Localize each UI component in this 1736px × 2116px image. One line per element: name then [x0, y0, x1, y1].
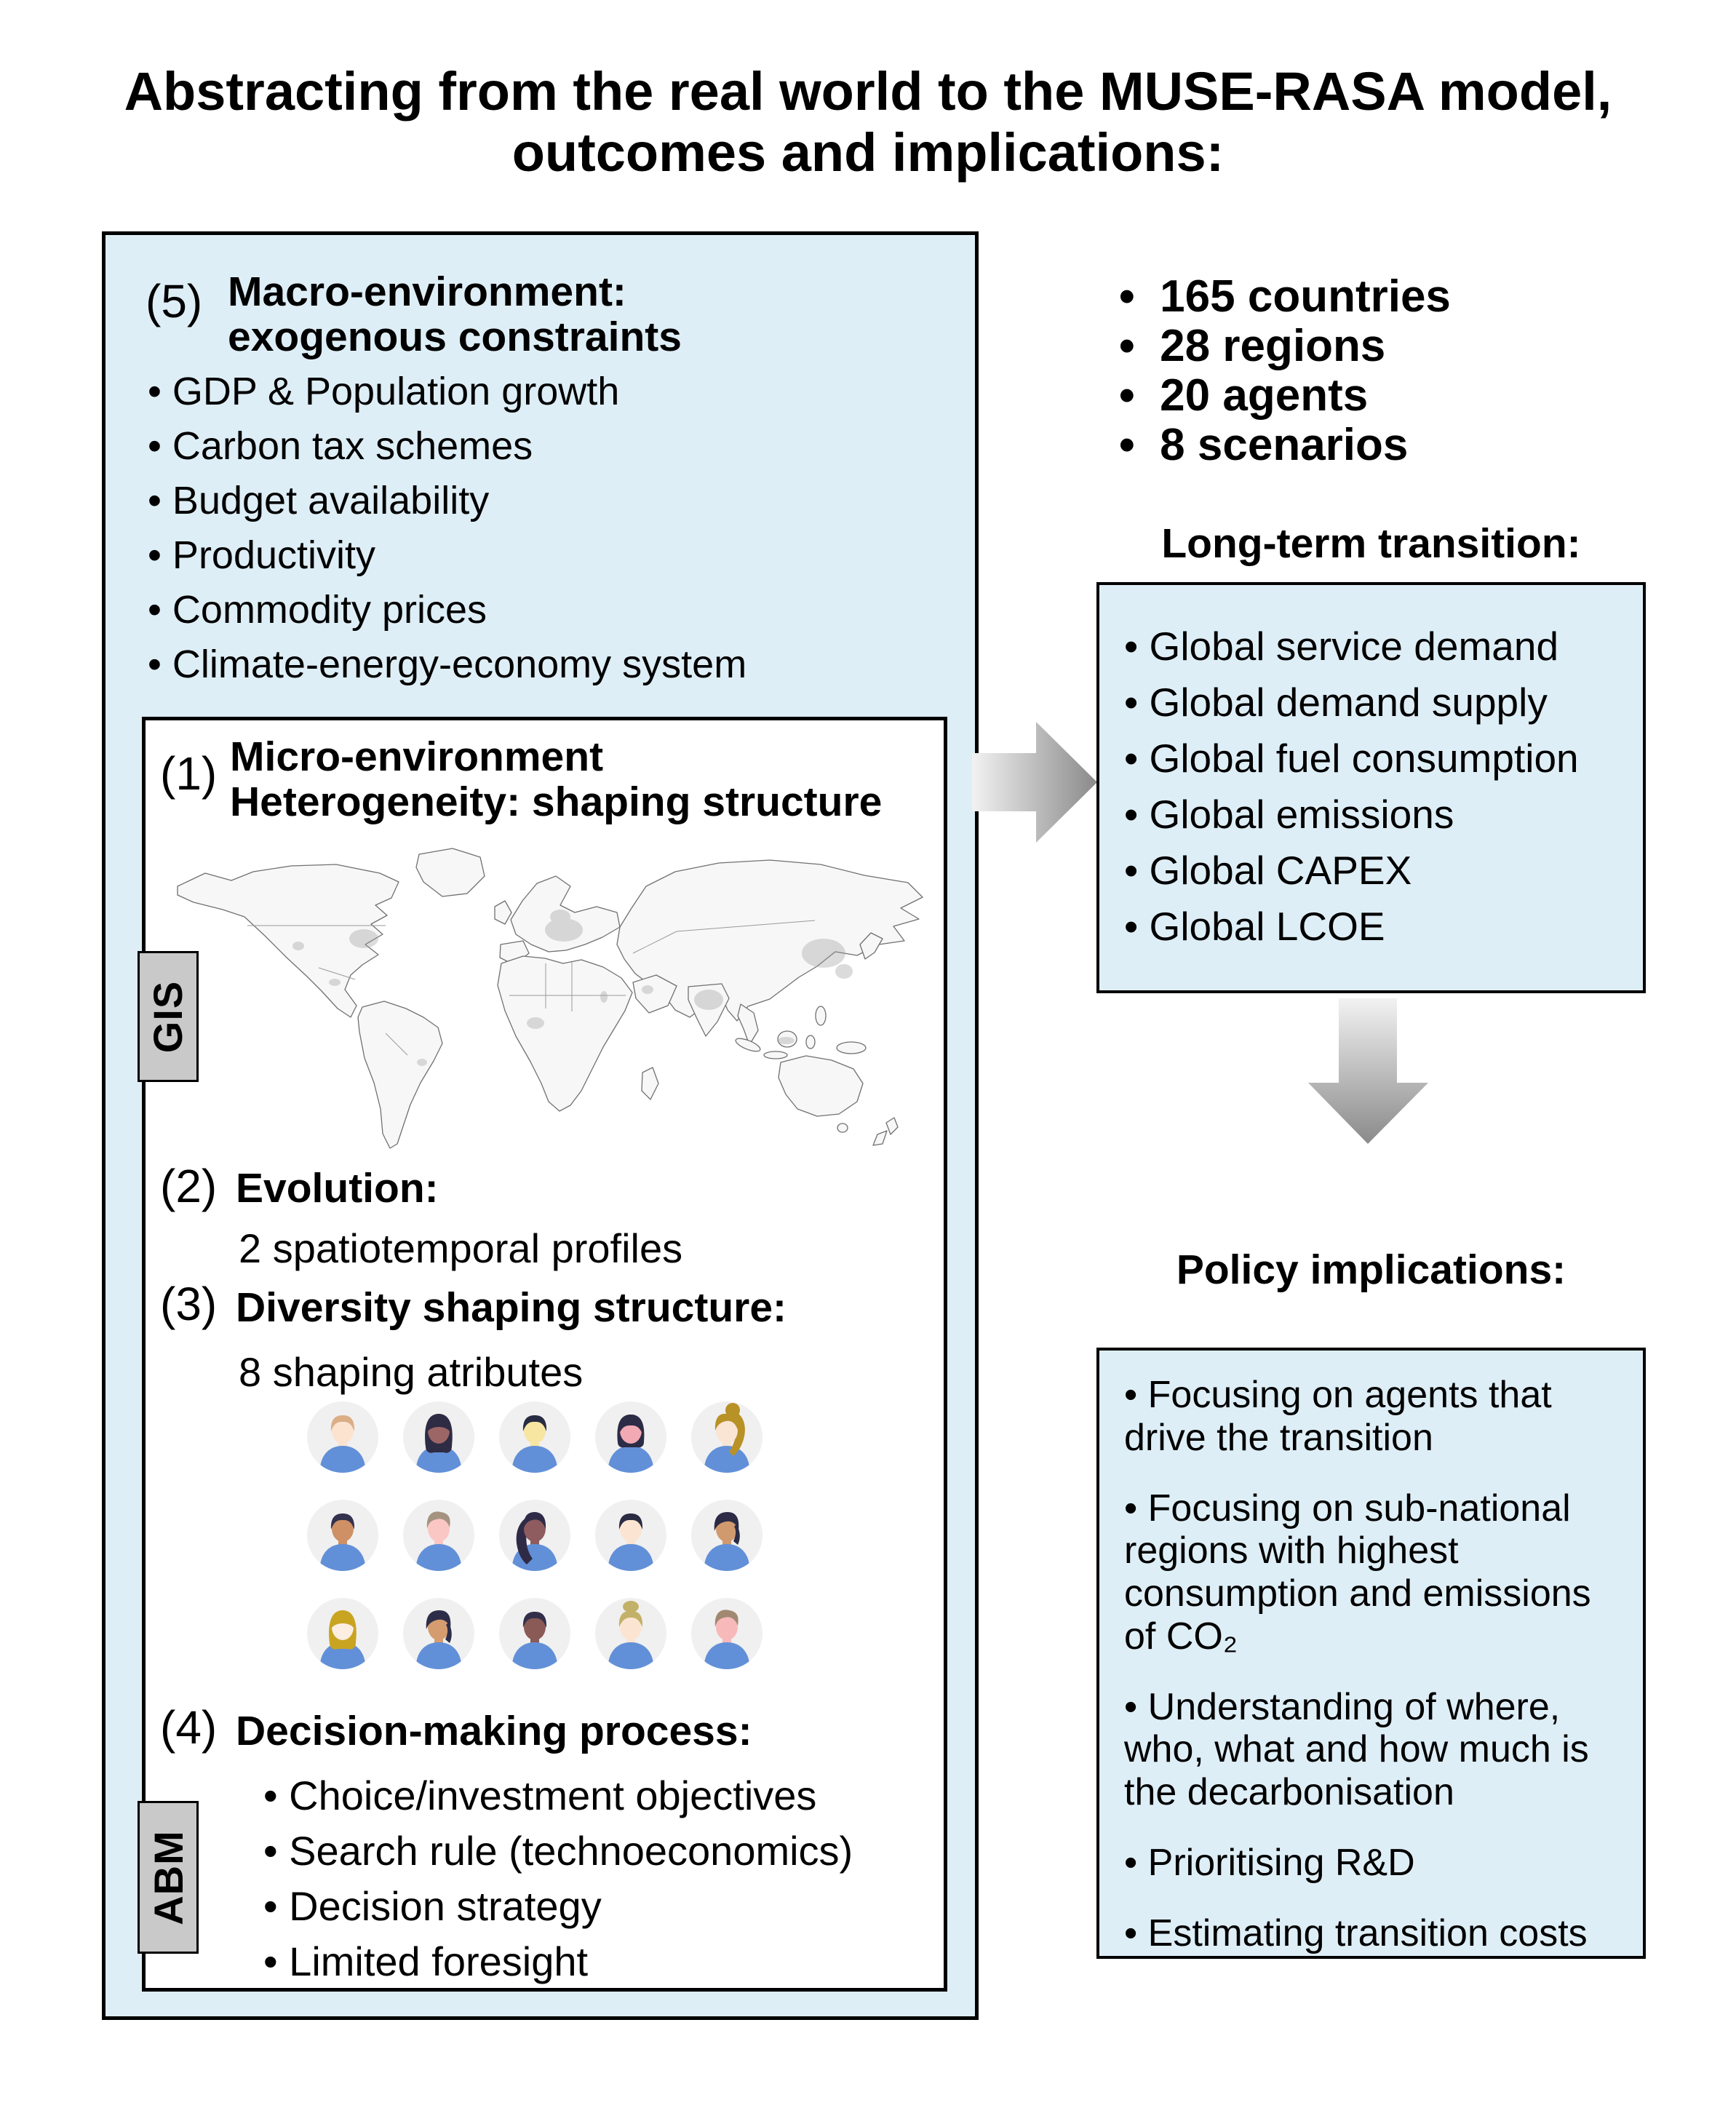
policy-bullet: • Focusing on agents that drive the transition: [1124, 1374, 1618, 1460]
decision-heading: Decision-making process:: [236, 1708, 752, 1754]
policy-bullet: • Prioritising R&D: [1124, 1842, 1618, 1885]
longterm-transition-box: [1096, 582, 1646, 993]
agent-avatar-grid: [307, 1401, 763, 1669]
abm-label: [138, 1801, 199, 1954]
diversity-section-number: (3): [160, 1278, 218, 1330]
flow-arrow-right-icon: [972, 722, 1097, 843]
policy-bullet: • Estimating transition costs: [1124, 1912, 1618, 1955]
policy-implications-box: [1096, 1348, 1646, 1959]
person-avatar-icon: [691, 1500, 763, 1571]
decision-bullet: • Decision strategy: [263, 1879, 853, 1934]
flow-arrow-down-icon: [1308, 998, 1428, 1144]
macro-bullet: • Climate-energy-economy system: [148, 637, 746, 692]
micro-heading-line2: Heterogeneity: shaping structure: [230, 778, 883, 825]
person-avatar-icon: [595, 1500, 666, 1571]
stat-agents: • 20 agents: [1119, 371, 1451, 421]
person-avatar-icon: [307, 1500, 378, 1571]
policy-heading: Policy implications:: [1176, 1246, 1566, 1293]
person-avatar-icon: [499, 1401, 570, 1473]
person-avatar-icon: [595, 1598, 666, 1669]
longterm-bullet: • Global CAPEX: [1124, 843, 1628, 899]
decision-bullet-list: [263, 1768, 853, 1989]
macro-bullet: • Productivity: [148, 528, 746, 583]
person-avatar-icon: [403, 1401, 474, 1473]
stat-scenarios: • 8 scenarios: [1119, 421, 1451, 470]
longterm-heading: Long-term transition:: [1161, 520, 1581, 567]
person-avatar-icon: [307, 1598, 378, 1669]
person-avatar-icon: [403, 1500, 474, 1571]
gis-label-text: GIS: [145, 980, 191, 1053]
longterm-bullet: • Global demand supply: [1124, 675, 1628, 731]
decision-bullet: • Choice/investment objectives: [263, 1768, 853, 1823]
longterm-bullet: • Global fuel consumption: [1124, 731, 1628, 787]
macro-bullet-list: [148, 365, 746, 692]
micro-environment-panel: [142, 717, 947, 1992]
macro-heading-line1: Macro-environment:: [228, 269, 626, 315]
figure-title-line2: outcomes and implications:: [511, 122, 1225, 183]
micro-section-heading: [230, 735, 882, 824]
macro-bullet: • Commodity prices: [148, 583, 746, 637]
macro-bullet: • Carbon tax schemes: [148, 419, 746, 474]
decision-bullet: • Limited foresight: [263, 1934, 853, 1989]
micro-heading-line1: Micro-environment: [230, 733, 604, 780]
stat-countries: • 165 countries: [1119, 272, 1451, 322]
policy-bullet: • Focusing on sub-national regions with highest consumption and emissions of CO₂: [1124, 1487, 1618, 1658]
longterm-bullet: • Global LCOE: [1124, 899, 1628, 955]
person-avatar-icon: [499, 1598, 570, 1669]
model-stats-list: [1119, 272, 1451, 470]
person-avatar-icon: [307, 1401, 378, 1473]
longterm-bullet: • Global emissions: [1124, 787, 1628, 843]
decision-section-number: (4): [160, 1701, 218, 1754]
macro-environment-panel: [102, 231, 979, 2020]
evolution-heading: Evolution:: [236, 1165, 439, 1212]
micro-section-number: (1): [160, 747, 218, 800]
person-avatar-icon: [595, 1401, 666, 1473]
longterm-bullet: • Global service demand: [1124, 619, 1628, 675]
person-avatar-icon: [691, 1598, 763, 1669]
evolution-section-number: (2): [160, 1160, 218, 1212]
macro-section-heading: [228, 270, 682, 359]
decision-bullet: • Search rule (technoeconomics): [263, 1823, 853, 1879]
figure-title: [0, 61, 1736, 183]
macro-bullet: • Budget availability: [148, 474, 746, 528]
stat-regions: • 28 regions: [1119, 322, 1451, 371]
evolution-detail: 2 spatiotemporal profiles: [239, 1225, 683, 1271]
policy-bullet: • Understanding of where, who, what and how much is the decarbonisation: [1124, 1686, 1618, 1814]
person-avatar-icon: [499, 1500, 570, 1571]
world-map-graphic: [167, 844, 941, 1163]
macro-bullet: • GDP & Population growth: [148, 365, 746, 419]
person-avatar-icon: [403, 1598, 474, 1669]
figure-title-line1: Abstracting from the real world to the MUSE-RASA model,: [124, 61, 1612, 122]
abm-label-text: ABM: [145, 1829, 191, 1925]
gis-label: [138, 951, 199, 1082]
macro-section-number: (5): [146, 275, 203, 327]
person-avatar-icon: [691, 1401, 763, 1473]
macro-heading-line2: exogenous constraints: [228, 313, 682, 360]
diversity-detail: 8 shaping atributes: [239, 1349, 584, 1395]
diversity-heading: Diversity shaping structure:: [236, 1284, 787, 1331]
